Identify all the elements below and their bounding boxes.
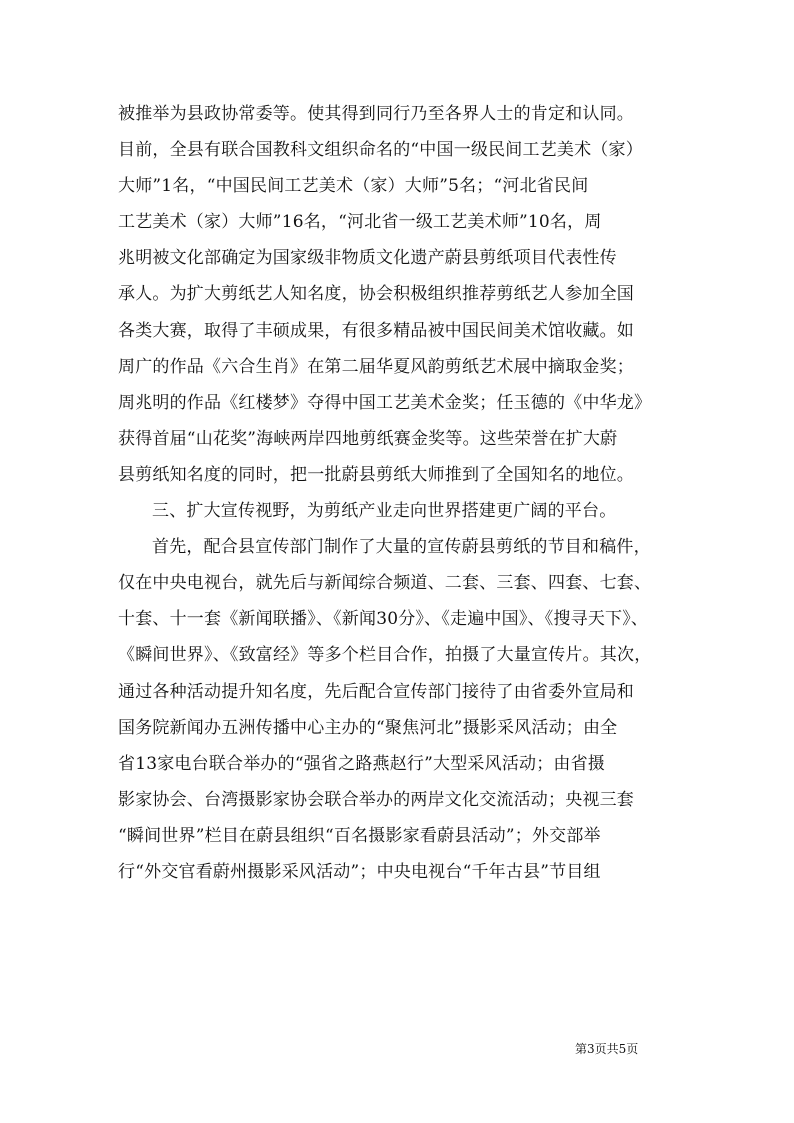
text-line: 十套、十一套《新闻联播》、《新闻30分》、《走遍中国》、《搜寻天下》、 <box>118 609 649 630</box>
text-line: 目前，全县有联合国教科文组织命名的“中国一级民间工艺美术（家） <box>118 140 643 161</box>
text-line: 行“外交官看蔚州摄影采风活动”；中央电视台“千年古县”节目组 <box>118 861 601 882</box>
text-line: 仅在中央电视台，就先后与新闻综合频道、二套、三套、四套、七套、 <box>118 573 652 594</box>
text-line: 省13家电台联合举办的“强省之路燕赵行”大型采风活动；由省摄 <box>118 753 606 774</box>
page-number: 第3页共5页 <box>575 1042 639 1056</box>
text-line: 被推举为县政协常委等。使其得到同行乃至各界人士的肯定和认同。 <box>118 104 634 124</box>
text-line: 《瞬间世界》、《致富经》等多个栏目合作，拍摄了大量宣传片。其次， <box>118 645 652 666</box>
document-body <box>118 96 678 890</box>
text-line: 兆明被文化部确定为国家级非物质文化遗产蔚县剪纸项目代表性传 <box>118 248 617 269</box>
paragraph-first-line: 首先，配合县宣传部门制作了大量的宣传蔚县剪纸的节目和稿件， <box>152 537 651 558</box>
text-line: “瞬间世界”栏目在蔚县组织“百名摄影家看蔚县活动”；外交部举 <box>118 825 601 846</box>
text-line: 县剪纸知名度的同时，把一批蔚县剪纸大师推到了全国知名的地位。 <box>118 464 634 485</box>
text-line: 周广的作品《六合生肖》在第二届华夏风韵剪纸艺术展中摘取金奖； <box>118 356 634 377</box>
text-line: 影家协会、台湾摄影家协会联合举办的两岸文化交流活动；央视三套 <box>118 789 634 810</box>
text-line: 周兆明的作品《红楼梦》夺得中国工艺美术金奖；任玉德的《中华龙》 <box>118 392 652 413</box>
text-line: 承人。为扩大剪纸艺人知名度，协会积极组织推荐剪纸艺人参加全国 <box>118 284 634 305</box>
text-line: 大师”1名，“中国民间工艺美术（家）大师”5名；“河北省民间 <box>118 176 589 197</box>
section-heading: 三、扩大宣传视野，为剪纸产业走向世界搭建更广阔的平台。 <box>152 501 617 522</box>
text-line: 获得首届“山花奖”海峡两岸四地剪纸赛金奖等。这些荣誉在扩大蔚 <box>118 428 618 449</box>
text-line: 通过各种活动提升知名度，先后配合宣传部门接待了由省委外宣局和 <box>118 681 634 702</box>
text-line: 工艺美术（家）大师”16名，“河北省一级工艺美术师”10名，周 <box>118 212 602 233</box>
text-line: 国务院新闻办五洲传播中心主办的“聚焦河北”摄影采风活动；由全 <box>118 717 618 738</box>
text-line: 各类大赛，取得了丰硕成果，有很多精品被中国民间美术馆收藏。如 <box>118 320 634 341</box>
